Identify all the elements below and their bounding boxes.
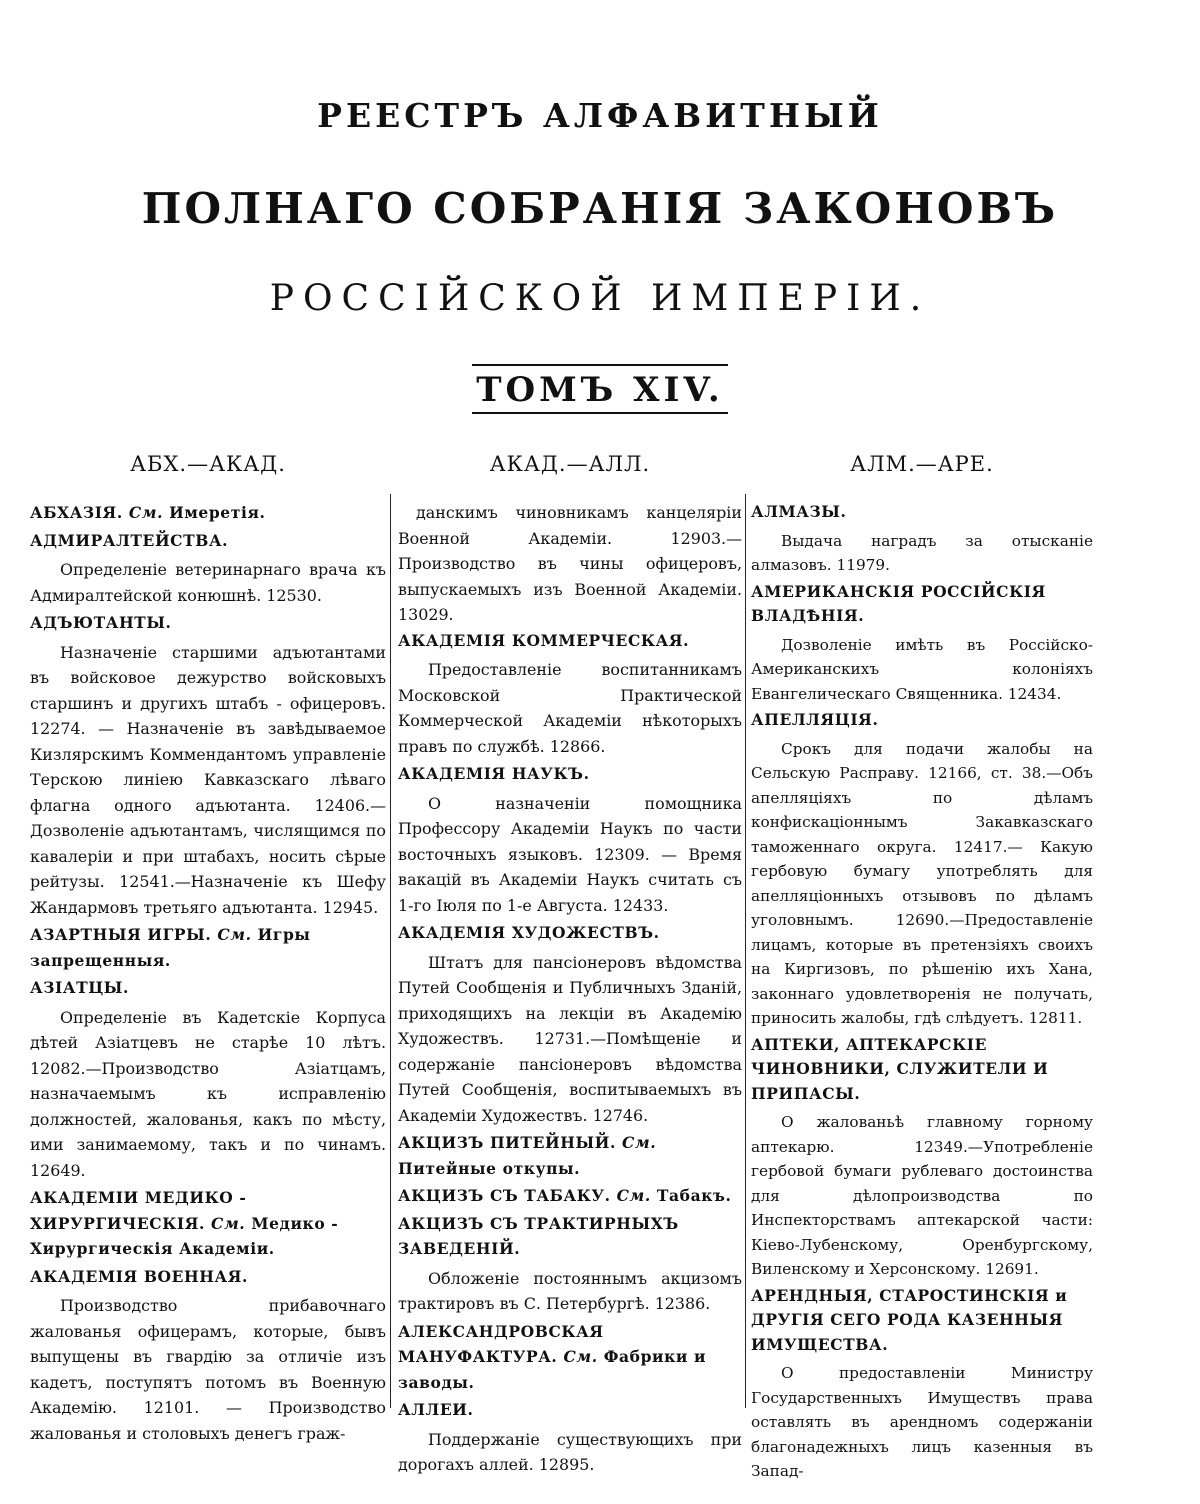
- see-marker: См.: [211, 1213, 246, 1233]
- entry-headword: АКАДЕМIЯ НАУКЪ.: [398, 764, 590, 783]
- index-entry: [751, 1284, 1093, 1484]
- entry-headword: АДЪЮТАНТЫ.: [30, 613, 172, 632]
- index-entry: [30, 500, 386, 526]
- column-range-3: АЛМ.—АРЕ.: [850, 452, 994, 476]
- entry-text: Поддержанiе существующихъ при дорогахъ аллей. 12895.: [398, 1429, 742, 1474]
- see-marker: См.: [563, 1347, 598, 1366]
- title-line-3: РОССIЙСКОЙ ИМПЕРIИ.: [269, 278, 931, 319]
- entry-text: Штатъ для пансiонеровъ вѣдомства Путей Сообщенiя и Публичныхъ Зданiй, приходящихъ на лекцiи въ Академiю Художествъ. 12731.—Помѣщенiе и содержанiе пансiонеровъ вѣдомства Путей Сообщенiя, воспитываемыхъ въ Академiи Художествъ. 12746.: [398, 952, 742, 1125]
- entry-heading: [30, 1185, 386, 1262]
- index-entry: [398, 628, 742, 760]
- index-column-2: [398, 500, 742, 1480]
- index-column-3: [751, 500, 1093, 1486]
- cross-reference: Питейные откупы.: [398, 1158, 581, 1178]
- index-entry: [30, 975, 386, 1183]
- entry-headword: АКЦИЗЪ СЪ ТАБАКУ.: [398, 1186, 611, 1205]
- entry-headword: АЛЕКСАНДРОВСКАЯ МАНУФАКТУРА.: [398, 1321, 604, 1366]
- see-marker: См.: [616, 1186, 651, 1205]
- index-entry: [398, 1211, 742, 1317]
- see-marker: См.: [621, 1133, 657, 1152]
- entry-text: О жалованьѣ главному горному аптекарю. 12349.—Употребленiе гербовой бумаги рублеваго достоинства для дѣлопроизводства по Инспекторствамъ аптекарской части: Кiево-Лубенскому, Оренбургскому, Виленскому и Херсонскому. 12691.: [751, 1113, 1093, 1278]
- volume-heading: [0, 364, 1200, 414]
- entry-heading: [398, 761, 742, 787]
- entry-headword: АЗАРТНЫЯ ИГРЫ.: [30, 925, 212, 944]
- index-entry: [398, 1130, 742, 1181]
- entry-heading: [398, 1183, 742, 1209]
- index-entry: [30, 1264, 386, 1447]
- entry-heading: [30, 922, 386, 973]
- entry-headword: АПЕЛЛЯЦIЯ.: [751, 710, 879, 729]
- entry-heading: [398, 920, 742, 946]
- entry-heading: [398, 628, 742, 654]
- column-divider-2: [745, 494, 746, 1408]
- entry-text: Определенiе въ Кадетскiе Корпуса дѣтей Азiатцевъ не старѣе 10 лѣтъ. 12082.—Производство Азiатцамъ, назначаемымъ къ исправленiю должностей, жалованья, какъ по мѣсту, ими занимаемому, такъ и по чинамъ. 12649.: [30, 1007, 386, 1180]
- cross-reference: Медико - Хирургическiя Академiи.: [30, 1213, 339, 1258]
- title-line-2: ПОЛНАГО СОБРАНIЯ ЗАКОНОВЪ: [141, 184, 1059, 233]
- index-column-1: [30, 500, 386, 1448]
- index-entry: [398, 920, 742, 1128]
- entry-headword: АБХАЗIЯ.: [30, 503, 123, 522]
- column-range-2: АКАД.—АЛЛ.: [489, 452, 651, 476]
- index-entry: [30, 1185, 386, 1262]
- entry-text: Срокъ для подачи жалобы на Сельскую Расправу. 12166, ст. 38.—Объ апелляцiяхъ по дѣламъ конфискацiоннымъ Закавказскаго таможеннаго округа. 12417.— Какую гербовую бумагу употреблять для апелляцiонныхъ отзывовъ по дѣламъ уголовнымъ. 12690.—Предоставленiе лицамъ, которые въ претензiяхъ своихъ на Киргизовъ, по рѣшенiю ихъ Хана, законнаго удовлетворенiя не получать, приносить жалобы, гдѣ слѣдуетъ. 12811.: [751, 739, 1093, 1027]
- entry-headword: АКЦИЗЪ СЪ ТРАКТИРНЫХЪ ЗАВЕДЕНIЙ.: [398, 1213, 679, 1258]
- cross-reference: Фабрики и заводы.: [398, 1347, 707, 1392]
- entry-text: О назначенiи помощника Профессору Академiи Наукъ по части восточныхъ языковъ. 12309. — Время вакацiй въ Академiи Наукъ считать съ 1-го Iюля по 1-е Августа. 12433.: [398, 793, 742, 915]
- entry-text: Предоставленiе воспитанникамъ Московской Практической Коммерческой Академiи нѣкоторыхъ правъ по службѣ. 12866.: [398, 660, 742, 756]
- entry-heading: [398, 1211, 742, 1262]
- index-entry: [398, 761, 742, 918]
- index-entry: [751, 500, 1093, 578]
- see-marker: См.: [217, 925, 252, 944]
- see-marker: См.: [128, 503, 164, 522]
- entry-headword: АКАДЕМIИ МЕДИКО - ХИРУРГИЧЕСКIЯ.: [30, 1188, 247, 1233]
- cross-reference: Игры запрещенныя.: [30, 925, 311, 970]
- continuation-text: данскимъ чиновникамъ канцелярiи Военной Академiи. 12903.—Производство въ чины офицеровъ, выпускаемыхъ изъ Военной Академiи. 13029.: [398, 503, 742, 624]
- entry-text: О предоставленiи Министру Государственныхъ Имуществъ права оставлять въ арендномъ содержанiи благонадежныхъ лицъ казенныя въ Запад-: [751, 1364, 1093, 1480]
- entry-heading: [30, 1264, 386, 1290]
- entry-text: Обложенiе постояннымъ акцизомъ трактировъ въ С. Петербургѣ. 12386.: [398, 1268, 742, 1313]
- entry-heading: [398, 1319, 742, 1396]
- index-entry: [751, 1033, 1093, 1282]
- column-range-1: АБХ.—АКАД.: [130, 452, 286, 476]
- entry-headword: АРЕНДНЫЯ, СТАРОСТИНСКIЯ и ДРУГIЯ СЕГО РОДА КАЗЕННЫЯ ИМУЩЕСТВА.: [751, 1285, 1068, 1354]
- index-entry: [398, 1183, 742, 1209]
- entry-heading: [751, 708, 1093, 733]
- entry-text: Назначенiе старшими адъютантами въ войсковое дежурство войсковыхъ старшинъ и другихъ штабъ - офицеровъ. 12274. — Назначенiе въ завѣдываемое Кизлярскимъ Коммендантомъ управленiе Терскою линiею Кавказскаго лѣваго флагна одного адъютанта. 12406.—Дозволенiе адъютантамъ, числящимся по кавалерiи и при штабахъ, носить сѣрые рейтузы. 12541.—Назначенiе къ Шефу Жандармовъ третьяго адъютанта. 12945.: [30, 642, 386, 917]
- index-entry: [398, 1397, 742, 1478]
- column-divider-1: [390, 494, 391, 1408]
- entry-heading: [30, 528, 386, 554]
- entry-headword: АКАДЕМIЯ ХУДОЖЕСТВЪ.: [398, 923, 660, 942]
- entry-text: Производство прибавочнаго жалованья офицерамъ, которые, бывъ выпущены въ гвардiю за отличiе изъ кадетъ, поступятъ потомъ въ Военную Академiю. 12101. — Производство жалованья и столовыхъ денегъ граж-: [30, 1296, 386, 1443]
- entry-heading: [398, 1397, 742, 1423]
- index-entry: [751, 708, 1093, 1031]
- entry-heading: [751, 1033, 1093, 1107]
- index-entry: [30, 610, 386, 920]
- entry-heading: [751, 580, 1093, 629]
- entry-headword: АПТЕКИ, АПТЕКАРСКIЕ ЧИНОВНИКИ, СЛУЖИТЕЛИ И ПРИПАСЫ.: [751, 1034, 1049, 1103]
- entry-headword: АКАДЕМIЯ КОММЕРЧЕСКАЯ.: [398, 630, 690, 650]
- entry-heading: [30, 975, 386, 1001]
- index-entry: [30, 922, 386, 973]
- entry-text: Дозволенiе имѣть въ Россiйско-Американскихъ колонiяхъ Евангелическаго Священника. 12434.: [751, 635, 1093, 703]
- entry-text: Выдача наградъ за отысканiе алмазовъ. 11979.: [751, 531, 1093, 574]
- entry-heading: [751, 500, 1093, 525]
- cross-reference: Имеретiя.: [169, 503, 266, 522]
- title-line-1: РЕЕСТРЪ АЛФАВИТНЫЙ: [317, 96, 883, 135]
- entry-heading: [30, 500, 386, 526]
- entry-heading: [398, 1130, 742, 1181]
- entry-headword: АЛЛЕИ.: [398, 1400, 474, 1419]
- entry-text: Определенiе ветеринарнаго врача къ Адмиралтейской конюшнѣ. 12530.: [30, 560, 386, 605]
- index-entry: [30, 528, 386, 609]
- entry-headword: АЗIАТЦЫ.: [30, 978, 130, 997]
- entry-headword: АКАДЕМIЯ ВОЕННАЯ.: [30, 1266, 249, 1286]
- entry-headword: АЛМАЗЫ.: [751, 502, 847, 521]
- index-entry: [398, 1319, 742, 1396]
- index-entry: [751, 580, 1093, 707]
- entry-heading: [751, 1284, 1093, 1358]
- entry-heading: [30, 610, 386, 636]
- cross-reference: Табакъ.: [656, 1186, 732, 1205]
- entry-headword: АМЕРИКАНСКIЯ РОССIЙСКIЯ ВЛАДѢНIЯ.: [751, 581, 1046, 625]
- volume-label: ТОМЪ XIV.: [472, 364, 727, 414]
- entry-headword: АКЦИЗЪ ПИТЕЙНЫЙ.: [398, 1133, 616, 1152]
- entry-headword: АДМИРАЛТЕЙСТВА.: [30, 530, 229, 550]
